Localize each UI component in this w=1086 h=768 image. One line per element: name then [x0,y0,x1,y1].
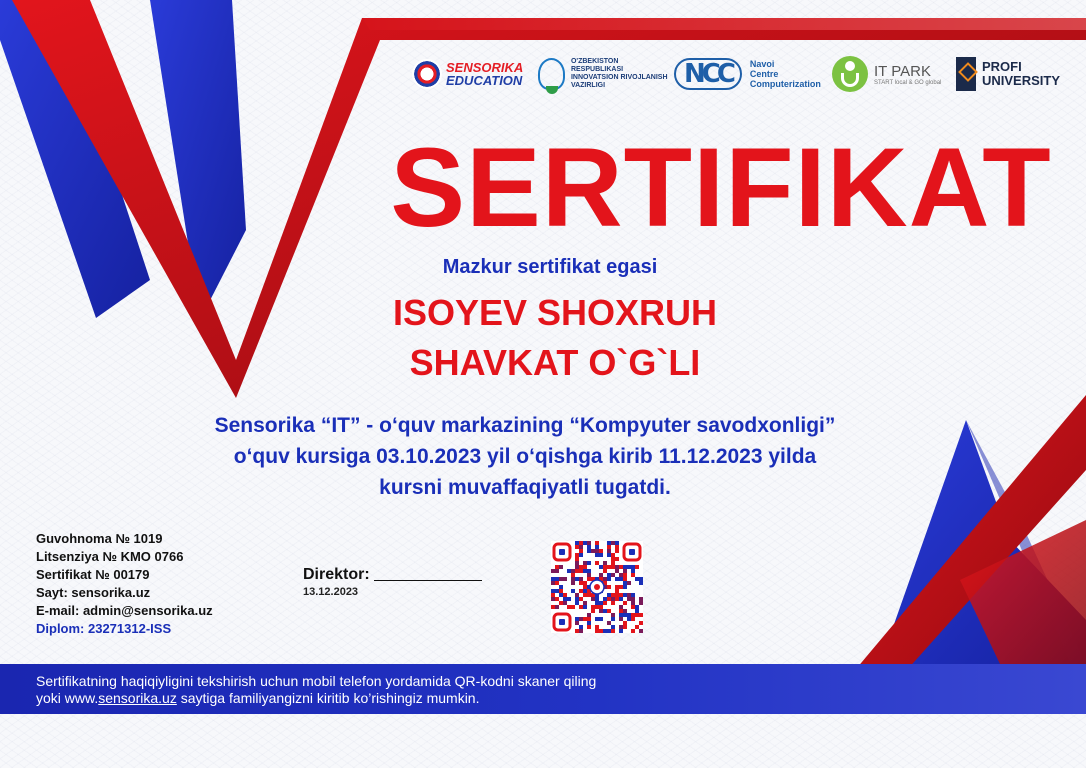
qr-module [639,577,643,581]
qr-module [615,549,619,553]
diplom-number: Diplom: 23271312-ISS [36,621,172,636]
qr-module [619,605,623,609]
qr-module [635,625,639,629]
qr-module [611,573,615,577]
qr-module [587,577,591,581]
qr-module [575,561,579,565]
certificate-body [110,410,940,503]
qr-module [587,593,591,597]
qr-module [607,573,611,577]
certificate-info [36,530,213,638]
qr-module [639,601,643,605]
qr-module [551,597,555,601]
qr-module [611,601,615,605]
qr-module [551,577,555,581]
qr-module [583,569,587,573]
qr-module [635,613,639,617]
qr-module [551,569,555,573]
qr-module [639,621,643,625]
qr-module [631,573,635,577]
qr-module [631,605,635,609]
qr-module [623,581,627,585]
qr-module [579,549,583,553]
qr-module [583,565,587,569]
qr-module [607,609,611,613]
qr-module [563,597,567,601]
qr-module [607,593,611,597]
it-park-logo [832,52,952,96]
qr-module [571,605,575,609]
qr-module [575,545,579,549]
qr-module [595,625,599,629]
qr-module [611,565,615,569]
qr-module [627,565,631,569]
qr-module [619,617,623,621]
qr-module [583,589,587,593]
qr-module [599,601,603,605]
qr-module [599,605,603,609]
qr-module [571,581,575,585]
qr-module [583,617,587,621]
qr-module [639,581,643,585]
qr-module [555,569,559,573]
qr-module [607,565,611,569]
qr-module [579,565,583,569]
qr-module [635,565,639,569]
qr-module [559,601,563,605]
qr-module [599,629,603,633]
qr-module [631,569,635,573]
qr-module [571,577,575,581]
qr-module [599,565,603,569]
qr-module [595,553,599,557]
qr-module [607,553,611,557]
qr-module [619,613,623,617]
qr-module [611,629,615,633]
qr-module [615,569,619,573]
recipient-name-line2: SHAVKAT O`G`LI [409,342,701,383]
qr-module [567,605,571,609]
qr-module [603,561,607,565]
qr-module [623,621,627,625]
qr-module [603,609,607,613]
qr-module [579,617,583,621]
qr-module [571,573,575,577]
qr-module [587,617,591,621]
qr-module [575,569,579,573]
qr-module [571,569,575,573]
qr-module [591,549,595,553]
sensorika-logo-line1: SENSORIKA [446,60,524,75]
lightbulb-icon [538,58,565,90]
qr-module [583,601,587,605]
qr-module [607,541,611,545]
qr-code[interactable] [551,541,643,633]
qr-module [555,581,559,585]
qr-module [599,573,603,577]
qr-module [603,601,607,605]
qr-module [595,541,599,545]
guvohnoma-number: Guvohnoma № 1019 [36,531,163,546]
qr-module [611,541,615,545]
qr-module [579,569,583,573]
qr-module [599,549,603,553]
ministry-logo-line3: VAZIRLIGI [570,82,606,89]
qr-module [579,581,583,585]
footer-line2 [36,690,596,707]
qr-module [587,621,591,625]
qr-module [587,573,591,577]
qr-module [575,601,579,605]
qr-module [611,561,615,565]
qr-module [631,565,635,569]
recipient-name-line1: ISOYEV SHOXRUH [392,292,718,333]
qr-module [595,597,599,601]
qr-module [639,613,643,617]
navoi-logo-line3: Computerization [749,79,821,89]
qr-module [603,597,607,601]
qr-module [587,545,591,549]
qr-module [575,553,579,557]
body-line1: Sensorika “IT” - o‘quv markazining “Kompyuter savodxonligi” [214,414,836,437]
sensorika-logo-line2: EDUCATION [446,73,523,88]
qr-module [591,609,595,613]
qr-module [607,545,611,549]
profi-logo-icon [956,57,976,91]
qr-module [551,581,555,585]
qr-module [623,609,627,613]
litsenziya-number: Litsenziya № KMO 0766 [36,549,184,564]
qr-module [603,577,607,581]
qr-module [579,629,583,633]
partner-logos [412,52,1080,96]
qr-module [579,577,583,581]
qr-module [587,625,591,629]
qr-module [627,593,631,597]
website: Sayt: sensorika.uz [36,585,151,600]
qr-module [635,605,639,609]
qr-module [591,597,595,601]
qr-module [619,593,623,597]
qr-module [607,577,611,581]
qr-module [639,629,643,633]
it-park-person-icon [832,56,868,92]
qr-module [619,577,623,581]
qr-module [615,585,619,589]
qr-module [579,545,583,549]
qr-module [603,565,607,569]
qr-module [611,625,615,629]
qr-module [631,593,635,597]
qr-module [595,617,599,621]
qr-module [615,565,619,569]
qr-module [623,625,627,629]
qr-module [579,597,583,601]
qr-module [559,589,563,593]
qr-module [615,577,619,581]
director-label: Direktor: [303,566,370,583]
qr-module [579,553,583,557]
qr-module [627,613,631,617]
qr-module [559,585,563,589]
email: E-mail: admin@sensorika.uz [36,603,213,618]
sertifikat-number: Sertifikat № 00179 [36,567,150,582]
qr-module [575,557,579,561]
director-signature [303,566,482,584]
qr-module [575,593,579,597]
qr-module [559,593,563,597]
qr-module [623,569,627,573]
qr-module [623,585,627,589]
qr-module [623,565,627,569]
qr-module [611,597,615,601]
qr-module [627,617,631,621]
qr-module [551,589,555,593]
qr-module [631,597,635,601]
qr-module [555,577,559,581]
qr-module [555,597,559,601]
qr-module [587,613,591,617]
qr-module [559,577,563,581]
qr-module [623,577,627,581]
qr-module [623,613,627,617]
it-park-name: IT PARK [874,62,931,80]
footer-text [36,673,596,707]
qr-module [583,585,587,589]
issue-date: 13.12.2023 [303,586,359,598]
certificate-intro: Mazkur sertifikat egasi [442,256,658,278]
footer-line2-suffix: saytiga familiyangizni kiritib ko’rishingiz mumkin. [176,690,480,706]
qr-module [587,541,591,545]
qr-module [615,589,619,593]
qr-module [619,625,623,629]
qr-module [599,553,603,557]
ministry-logo-line1: O'ZBEKISTON RESPUBLIKASI [570,58,624,73]
qr-module [579,589,583,593]
qr-module [587,569,591,573]
qr-module [615,541,619,545]
qr-module [579,625,583,629]
qr-module [567,597,571,601]
qr-module [603,569,607,573]
qr-module [563,593,567,597]
qr-module [607,549,611,553]
qr-module [595,561,599,565]
qr-module [631,601,635,605]
footer-line2-prefix: yoki www. [36,690,99,706]
qr-module [619,629,623,633]
qr-module [611,593,615,597]
qr-module [619,609,623,613]
qr-module [575,597,579,601]
qr-module [607,629,611,633]
sensorika-logo-icon [412,59,442,89]
qr-module [551,605,555,609]
qr-module [595,601,599,605]
qr-module [575,577,579,581]
qr-module [563,577,567,581]
qr-module [623,593,627,597]
qr-module [599,617,603,621]
body-line2: o‘quv kursiga 03.10.2023 yil o‘qishga kirib 11.12.2023 yilda [233,445,817,468]
qr-module [607,597,611,601]
qr-module [611,613,615,617]
qr-module [615,593,619,597]
qr-module [603,629,607,633]
navoi-logo-line1: Navoi [749,59,775,69]
qr-module [575,617,579,621]
qr-module [631,617,635,621]
ministry-logo-line2: INNOVATSION RIVOJLANISH [570,74,668,81]
profi-university-logo [956,52,1080,96]
qr-module [579,605,583,609]
sensorika-education-logo [412,52,530,96]
qr-module [619,565,623,569]
qr-module [619,585,623,589]
certificate-title: SERTIFIKAT [390,125,1052,250]
qr-module [563,601,567,605]
qr-module [555,589,559,593]
qr-module [583,561,587,565]
footer-site-link[interactable]: sensorika.uz [98,690,177,706]
qr-module [571,589,575,593]
qr-module [635,609,639,613]
qr-module [631,629,635,633]
qr-module [595,605,599,609]
navoi-logo-line2: Centre [749,69,779,79]
it-park-tagline: START local & GO global [874,79,942,86]
ministry-logo [538,52,668,96]
qr-module [627,581,631,585]
qr-module [611,617,615,621]
qr-module [615,557,619,561]
qr-module [575,621,579,625]
qr-module [607,585,611,589]
qr-module [583,593,587,597]
qr-module [591,605,595,609]
qr-module [623,601,627,605]
qr-module [551,593,555,597]
signature-line [374,580,482,581]
qr-module [595,545,599,549]
qr-module [583,541,587,545]
qr-module [599,609,603,613]
profi-logo-line1: PROFI [982,59,1022,74]
qr-module [583,605,587,609]
qr-module [555,565,559,569]
qr-module [619,573,623,577]
navoi-centre-logo [674,52,830,96]
qr-module [615,597,619,601]
qr-module [623,573,627,577]
qr-module [611,557,615,561]
footer-line1: Sertifikatning haqiqiyligini tekshirish uchun mobil telefon yordamida QR-kodni skaner qiling [36,673,597,689]
qr-module [583,581,587,585]
ncc-logo-mark: NCC [674,58,742,90]
qr-module [635,577,639,581]
qr-module [559,565,563,569]
qr-module [587,549,591,553]
qr-module [627,597,631,601]
qr-module [575,629,579,633]
qr-module [607,621,611,625]
profi-logo-line2: UNIVERSITY [982,73,1061,88]
body-line3: kursni muvaffaqiyatli tugatdi. [379,476,671,499]
qr-module [615,545,619,549]
qr-module [575,541,579,545]
qr-module [595,629,599,633]
qr-module [579,541,583,545]
qr-module [619,597,623,601]
qr-module [567,569,571,573]
qr-module [639,597,643,601]
qr-module [611,553,615,557]
qr-module [631,613,635,617]
qr-module [595,549,599,553]
qr-module [555,605,559,609]
qr-module [587,561,591,565]
qr-module [575,565,579,569]
